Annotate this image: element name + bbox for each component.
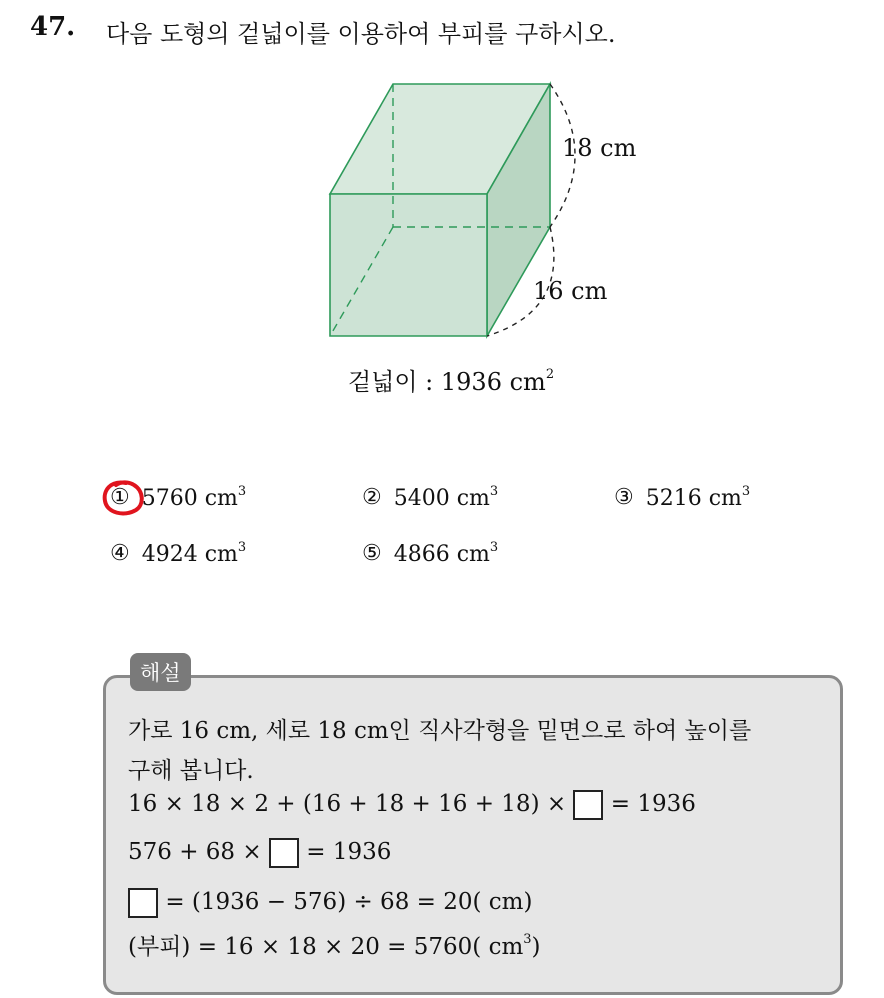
- solution-equation-2: 576 + 68 × = 1936: [128, 838, 391, 868]
- choice-value: 5760 $cm^3$: [141, 484, 247, 511]
- choice-2[interactable]: [362, 484, 498, 511]
- choice-number: ④: [110, 541, 130, 566]
- solution-line-1: 가로 16 cm, 세로 18 cm인 직사각형을 밑면으로 하여 높이를: [128, 718, 752, 744]
- surface-area-label: 겉넓이 : 1936 $cm^2$: [348, 367, 555, 396]
- solution-equation-1: 16 × 18 × 2 + (16 + 18 + 16 + 18) × = 1936: [128, 790, 696, 820]
- choice-5[interactable]: [362, 540, 498, 567]
- choice-3[interactable]: [614, 484, 750, 511]
- choice-value: 5216 $cm^3$: [645, 484, 751, 511]
- blank-box: [128, 888, 158, 918]
- question-number: 47.: [30, 12, 76, 42]
- choice-number: ⑤: [362, 541, 382, 566]
- choice-value: 4924 $cm^3$: [141, 540, 247, 567]
- cuboid-figure: [300, 70, 660, 360]
- choice-value: 4866 $cm^3$: [393, 540, 499, 567]
- width-label: 16 cm: [533, 277, 608, 305]
- choice-4[interactable]: [110, 540, 246, 567]
- choice-1[interactable]: [110, 484, 246, 511]
- front-face: [330, 194, 487, 336]
- solution-tag: 해설: [130, 653, 191, 691]
- height-label: 18 cm: [562, 134, 637, 162]
- choice-number: ③: [614, 485, 634, 510]
- solution-equation-4: (부피) = 16 × 18 × 20 = 5760( $cm^3$): [128, 932, 541, 960]
- question-text: 다음 도형의 겉넓이를 이용하여 부피를 구하시오.: [106, 20, 616, 48]
- solution-line-2: 구해 봅니다.: [128, 758, 254, 784]
- blank-box: [269, 838, 299, 868]
- choice-number: ②: [362, 485, 382, 510]
- choice-value: 5400 $cm^3$: [393, 484, 499, 511]
- solution-equation-3: = (1936 − 576) ÷ 68 = 20( cm): [128, 888, 532, 918]
- blank-box: [573, 790, 603, 820]
- choice-number: ①: [110, 485, 130, 510]
